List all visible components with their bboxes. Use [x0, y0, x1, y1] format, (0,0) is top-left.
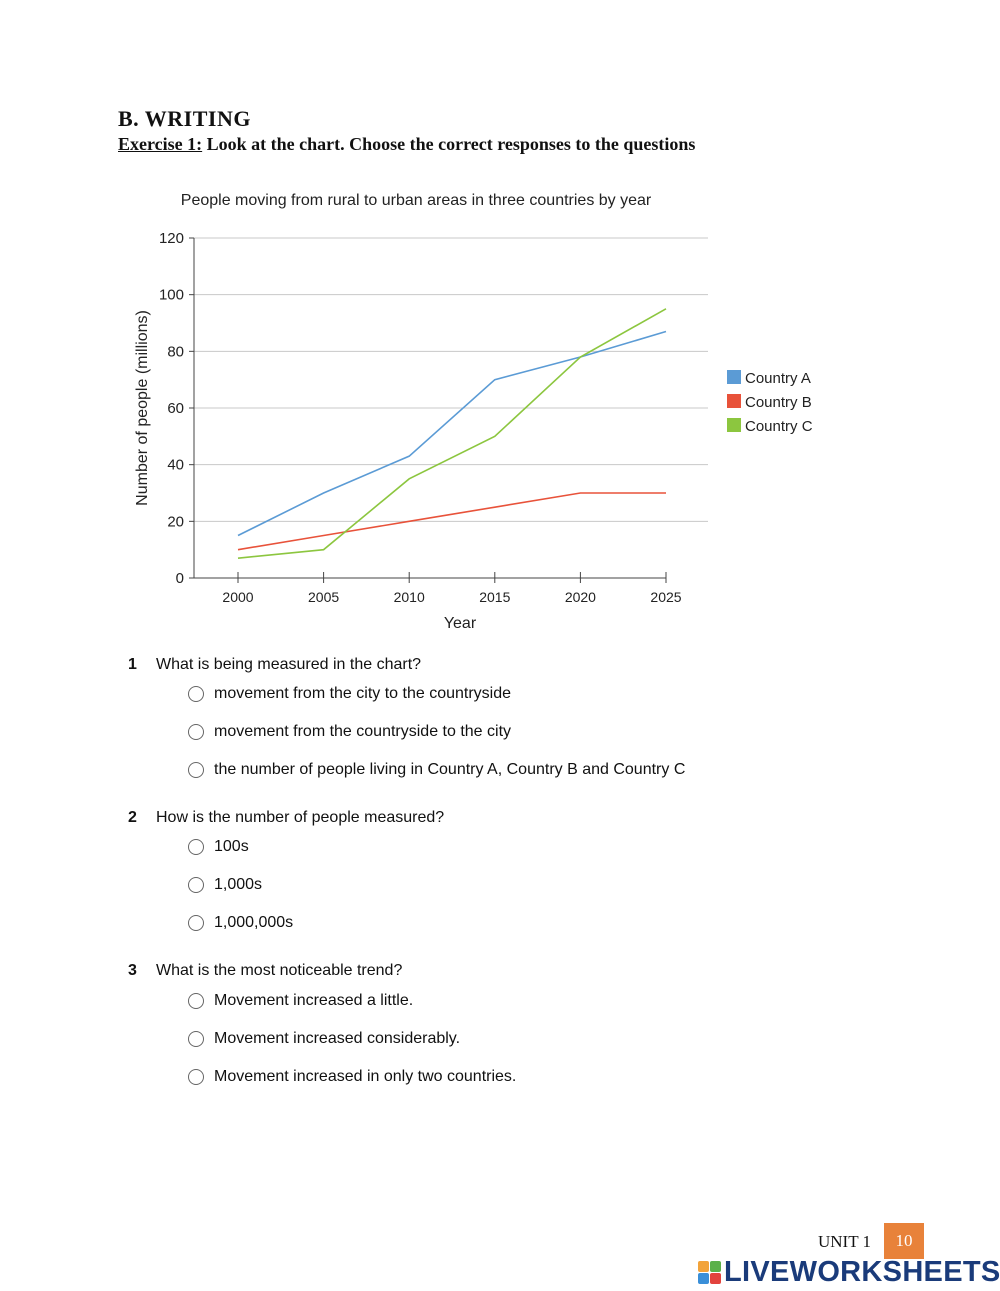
y-tick-label: 60 [167, 400, 184, 417]
x-tick-label: 2000 [222, 589, 254, 605]
option-label: 1,000s [214, 876, 263, 893]
y-tick-label: 20 [167, 513, 184, 531]
y-tick-label: 120 [158, 230, 184, 247]
option-label: movement from the city to the countryside [214, 685, 512, 702]
question-text: What is the most noticeable trend? [156, 962, 403, 979]
question-number: 1 [128, 656, 137, 673]
series-line-country-a [238, 332, 666, 536]
legend-label: Country A [745, 370, 811, 387]
chart-grid [194, 238, 708, 521]
radio-button[interactable] [188, 877, 204, 893]
radio-button[interactable] [188, 1031, 204, 1047]
y-axis-label: Number of people (millions) [134, 310, 151, 506]
x-tick-label: 2010 [393, 589, 425, 605]
option-2a[interactable] [188, 838, 249, 856]
radio-button[interactable] [188, 915, 204, 931]
y-tick-label: 0 [175, 570, 184, 587]
option-3c[interactable] [188, 1068, 516, 1086]
option-3b[interactable] [188, 1030, 460, 1048]
option-2c[interactable] [188, 914, 293, 932]
line-chart [120, 180, 840, 640]
logo-square [710, 1273, 721, 1284]
option-label: 1,000,000s [214, 914, 294, 931]
option-3a[interactable] [188, 992, 413, 1010]
legend-label: Country C [745, 418, 813, 435]
legend-swatch [727, 370, 741, 384]
chart-legend [727, 370, 813, 435]
legend-label: Country B [745, 394, 812, 411]
y-tick-label: 40 [167, 456, 184, 474]
option-1c[interactable] [188, 761, 685, 779]
chart-axes [159, 230, 682, 605]
option-label: the number of people living in Country A, Country B and Country C [214, 761, 686, 778]
option-label: Movement increased a little. [214, 992, 414, 1009]
logo-square [698, 1273, 709, 1284]
exercise-instruction [118, 134, 695, 155]
question-1 [128, 656, 421, 674]
series-line-country-c [238, 309, 666, 558]
x-tick-label: 2025 [650, 589, 682, 605]
legend-swatch [727, 394, 741, 408]
question-number: 2 [128, 809, 137, 826]
option-1b[interactable] [188, 723, 511, 741]
radio-button[interactable] [188, 839, 204, 855]
y-tick-label: 100 [158, 286, 184, 304]
brand-name: LIVEWORKSHEETS [724, 1256, 1000, 1288]
chart-title: People moving from rural to urban areas in three countries by year [180, 192, 652, 209]
unit-label: UNIT 1 [818, 1232, 872, 1251]
liveworksheets-logo[interactable] [698, 1256, 1000, 1289]
logo-square [710, 1261, 721, 1272]
section-title: B. WRITING [118, 106, 251, 131]
logo-icon [698, 1261, 721, 1284]
radio-button[interactable] [188, 993, 204, 1009]
exercise-label: Exercise 1: [118, 134, 203, 154]
question-text: What is being measured in the chart? [156, 656, 422, 673]
chart-series [238, 309, 666, 558]
question-3 [128, 962, 402, 980]
y-tick-label: 80 [167, 343, 184, 361]
question-2 [128, 809, 444, 827]
question-text: How is the number of people measured? [156, 809, 445, 826]
legend-swatch [727, 418, 741, 432]
radio-button[interactable] [188, 686, 204, 702]
option-label: Movement increased considerably. [214, 1030, 461, 1047]
exercise-text: Look at the chart. Choose the correct responses to the questions [202, 134, 696, 154]
option-label: 100s [214, 838, 249, 855]
question-number: 3 [128, 962, 137, 979]
option-2b[interactable] [188, 876, 262, 894]
radio-button[interactable] [188, 762, 204, 778]
radio-button[interactable] [188, 1069, 204, 1085]
option-label: movement from the countryside to the city [214, 723, 512, 740]
x-axis-label: Year [443, 615, 477, 632]
option-label: Movement increased in only two countries. [214, 1068, 517, 1085]
logo-square [698, 1261, 709, 1272]
x-tick-label: 2015 [479, 589, 511, 605]
x-tick-label: 2005 [308, 589, 340, 605]
page-number: 10 [884, 1223, 924, 1259]
radio-button[interactable] [188, 724, 204, 740]
option-1a[interactable] [188, 685, 511, 703]
x-tick-label: 2020 [564, 589, 596, 605]
